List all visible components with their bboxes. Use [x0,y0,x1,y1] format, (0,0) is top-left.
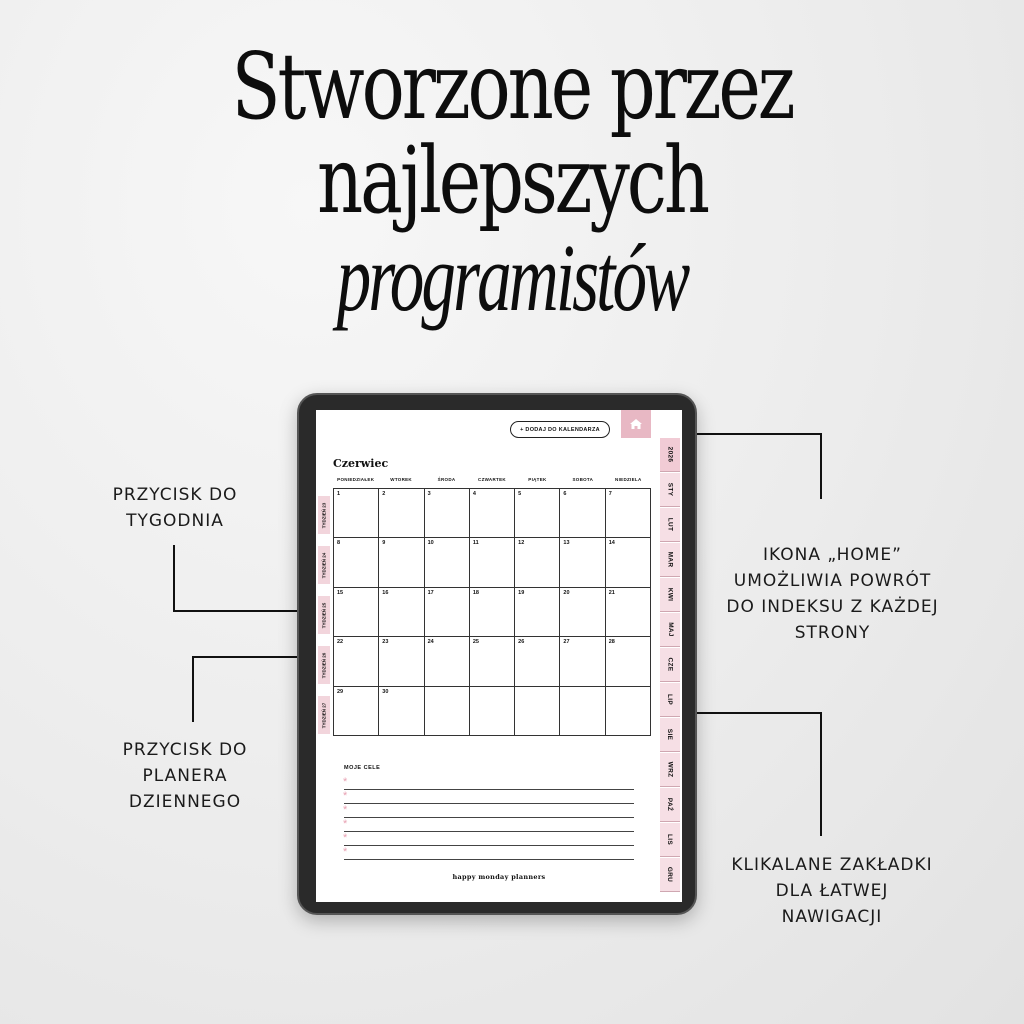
day-cell[interactable]: 7 [606,489,651,538]
day-cell[interactable]: 2 [379,489,424,538]
weekday-label: PONIEDZIAŁEK [337,477,375,482]
day-cell[interactable]: 27 [560,637,605,686]
day-cell[interactable] [560,687,605,736]
day-cell[interactable]: 9 [379,538,424,587]
week-tab-24[interactable]: TYDZIEŃ 24 [318,546,330,584]
day-cell[interactable] [470,687,515,736]
goals-title: MOJE CELE [344,765,381,771]
day-cell[interactable]: 19 [515,588,560,637]
weekday-label: PIĄTEK [528,477,547,482]
day-cell[interactable]: 28 [606,637,651,686]
month-tab-lis[interactable]: LIS [660,823,680,857]
asterisk-icon: * [343,804,348,816]
day-cell[interactable]: 21 [606,588,651,637]
goal-line[interactable] [344,818,634,832]
day-cell[interactable]: 6 [560,489,605,538]
day-cell[interactable]: 24 [425,637,470,686]
weekday-header [333,477,651,487]
month-tab-cze[interactable]: CZE [660,648,680,682]
day-cell[interactable]: 20 [560,588,605,637]
weekday-label: SOBOTA [572,477,594,482]
day-cell[interactable]: 15 [334,588,379,637]
goal-line[interactable] [344,804,634,818]
connector-week-v [173,545,175,612]
day-cell[interactable]: 18 [470,588,515,637]
headline-line-2: najlepszych [317,127,707,234]
day-cell[interactable]: 26 [515,637,560,686]
asterisk-icon: * [343,846,348,858]
day-cell[interactable]: 4 [470,489,515,538]
week-tab-26[interactable]: TYDZIEŃ 26 [318,646,330,684]
weekday-label: NIEDZIELA [615,477,642,482]
day-cell[interactable]: 25 [470,637,515,686]
headline-line-3: programistów [336,224,688,331]
day-cell[interactable]: 12 [515,538,560,587]
day-cell[interactable]: 23 [379,637,424,686]
asterisk-icon: * [343,832,348,844]
month-tab-wrz[interactable]: WRZ [660,753,680,787]
headline-line-1: Stworzone przez [231,33,793,140]
headline [0,33,1024,331]
goal-line[interactable] [344,846,634,860]
month-tab-lut[interactable]: LUT [660,508,680,542]
day-cell[interactable]: 14 [606,538,651,587]
day-cell[interactable]: 29 [334,687,379,736]
asterisk-icon: * [343,818,348,830]
week-tab-27[interactable]: TYDZIEŃ 27 [318,696,330,734]
day-cell[interactable] [515,687,560,736]
day-cell[interactable]: 3 [425,489,470,538]
day-cell[interactable]: 10 [425,538,470,587]
goal-line[interactable] [344,790,634,804]
home-icon [629,418,643,430]
connector-tabs-v [820,712,822,836]
month-tab-gru[interactable]: GRU [660,858,680,892]
brand-logo: happy monday planners [452,873,546,881]
weekday-label: WTOREK [390,477,412,482]
month-tab-sty[interactable]: STY [660,473,680,507]
month-tab-paź[interactable]: PAŹ [660,788,680,822]
day-cell[interactable] [606,687,651,736]
callout-tabs: KLIKALANE ZAKŁADKI DLA ŁATWEJ NAWIGACJI [731,855,933,927]
week-tab-23[interactable]: TYDZIEŃ 23 [318,496,330,534]
day-cell[interactable]: 8 [334,538,379,587]
day-cell[interactable]: 16 [379,588,424,637]
month-tabs [660,438,680,898]
day-cell[interactable] [425,687,470,736]
day-cell[interactable]: 17 [425,588,470,637]
callout-daily: PRZYCISK DO PLANERA DZIENNEGO [122,740,248,812]
asterisk-icon: * [343,776,348,788]
connector-home-v [820,433,822,499]
week-tabs [318,490,330,736]
month-tab-mar[interactable]: MAR [660,543,680,577]
month-tab-maj[interactable]: MAJ [660,613,680,647]
add-to-calendar-button[interactable]: + DODAJ DO KALENDARZA [510,421,610,438]
month-title: Czerwiec [333,457,389,470]
callout-home: IKONA „HOME” UMOŻLIWIA POWRÓT DO INDEKSU Z KAŻDEJ STRONY [726,545,939,643]
day-cell[interactable]: 1 [334,489,379,538]
day-cell[interactable]: 13 [560,538,605,587]
month-tab-sie[interactable]: SIE [660,718,680,752]
day-cell[interactable]: 30 [379,687,424,736]
goal-line[interactable] [344,776,634,790]
day-cell[interactable]: 11 [470,538,515,587]
calendar-grid [333,488,651,736]
callout-week: PRZYCISK DO TYGODNIA [112,485,238,531]
day-cell[interactable]: 22 [334,637,379,686]
weekday-label: CZWARTEK [478,477,506,482]
month-tab-kwi[interactable]: KWI [660,578,680,612]
connector-daily-v [192,656,194,722]
day-cell[interactable]: 5 [515,489,560,538]
asterisk-icon: * [343,790,348,802]
home-button[interactable] [621,410,651,438]
weekday-label: ŚRODA [437,477,456,482]
tablet [297,393,697,915]
month-tab-2026[interactable]: 2026 [660,438,680,472]
week-tab-25[interactable]: TYDZIEŃ 25 [318,596,330,634]
month-tab-lip[interactable]: LIP [660,683,680,717]
planner-screen [316,410,682,902]
goal-line[interactable] [344,832,634,846]
